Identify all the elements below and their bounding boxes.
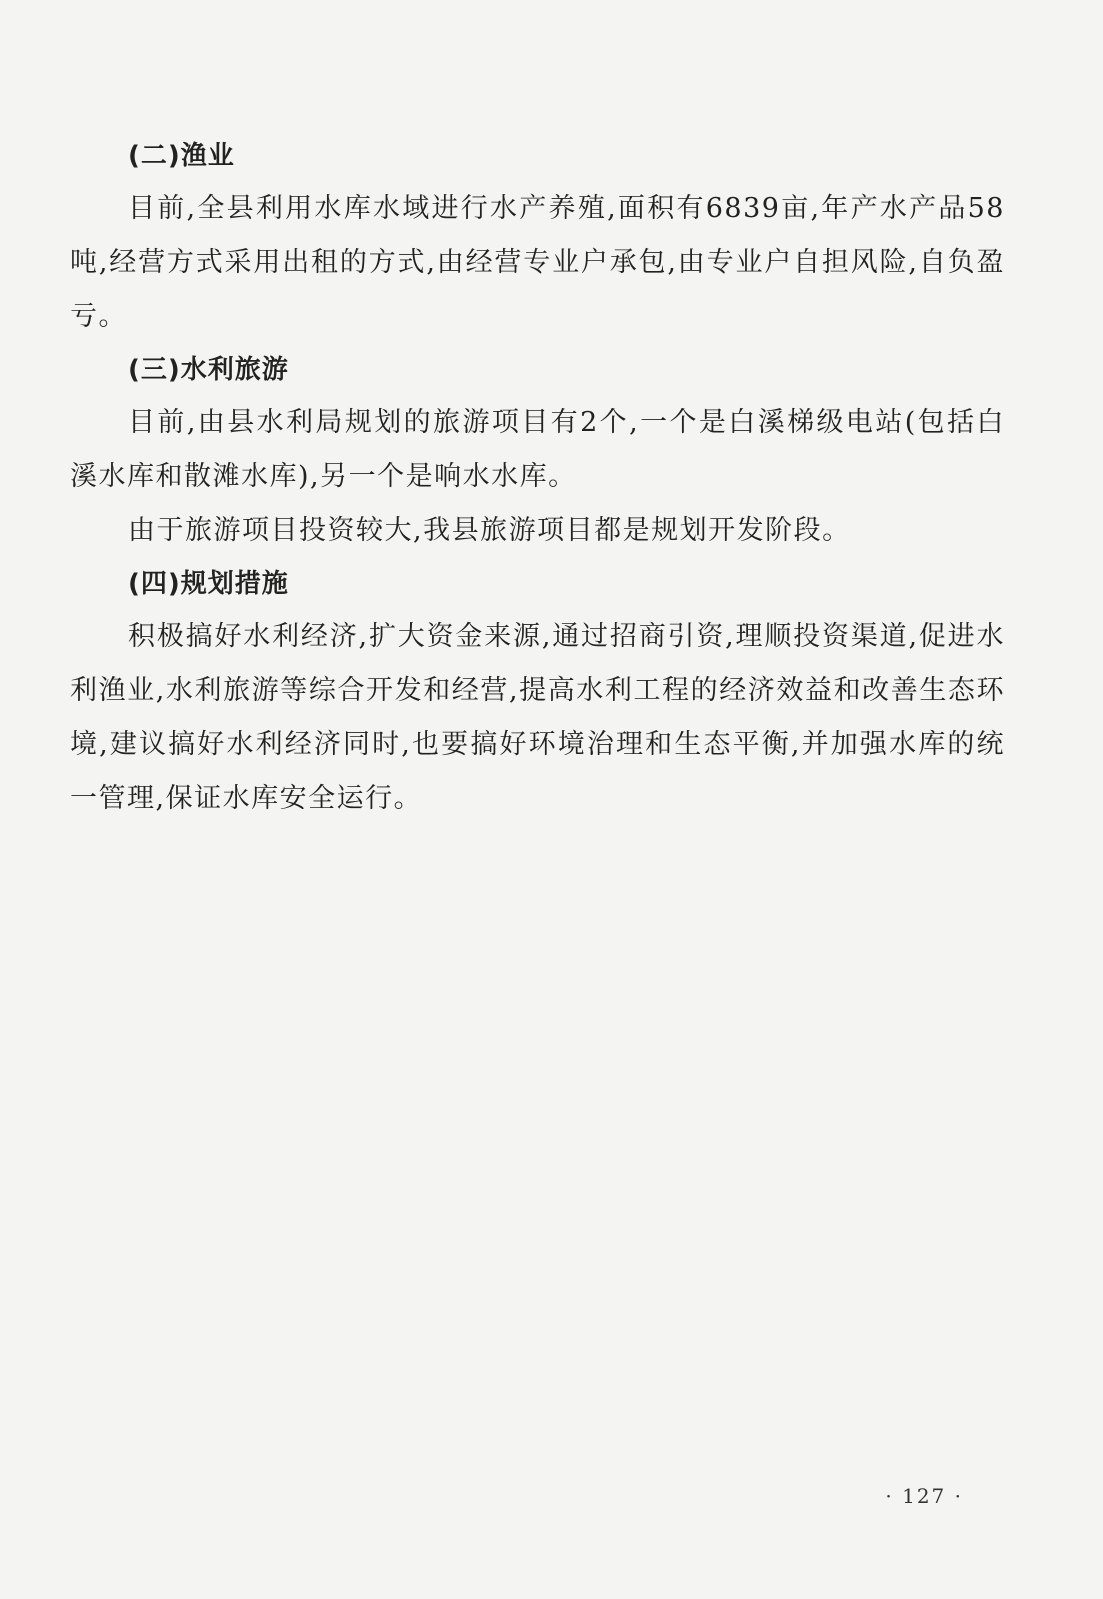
paragraph-tourism-1: 目前,由县水利局规划的旅游项目有2个,一个是白溪梯级电站(包括白溪水库和散滩水库),另一个是响水水库。 [70, 407, 1005, 492]
page-number: · 127 · [885, 1484, 963, 1508]
section-heading-measures: (四)规划措施 [128, 569, 289, 599]
page-content [70, 130, 1005, 826]
section-heading-tourism: (三)水利旅游 [128, 355, 289, 385]
paragraph-fishery: 目前,全县利用水库水域进行水产养殖,面积有6839亩,年产水产品58吨,经营方式采用出租的方式,由经营专业户承包,由专业户自担风险,自负盈亏。 [70, 193, 1005, 332]
paragraph-tourism-2: 由于旅游项目投资较大,我县旅游项目都是规划开发阶段。 [128, 515, 851, 546]
section-heading-fishery: (二)渔业 [128, 141, 235, 171]
paragraph-measures: 积极搞好水利经济,扩大资金来源,通过招商引资,理顺投资渠道,促进水利渔业,水利旅游等综合开发和经营,提高水利工程的经济效益和改善生态环境,建议搞好水利经济同时,也要搞好环境治理和生态平衡,并加强水库的统一管理,保证水库安全运行。 [70, 621, 1005, 814]
